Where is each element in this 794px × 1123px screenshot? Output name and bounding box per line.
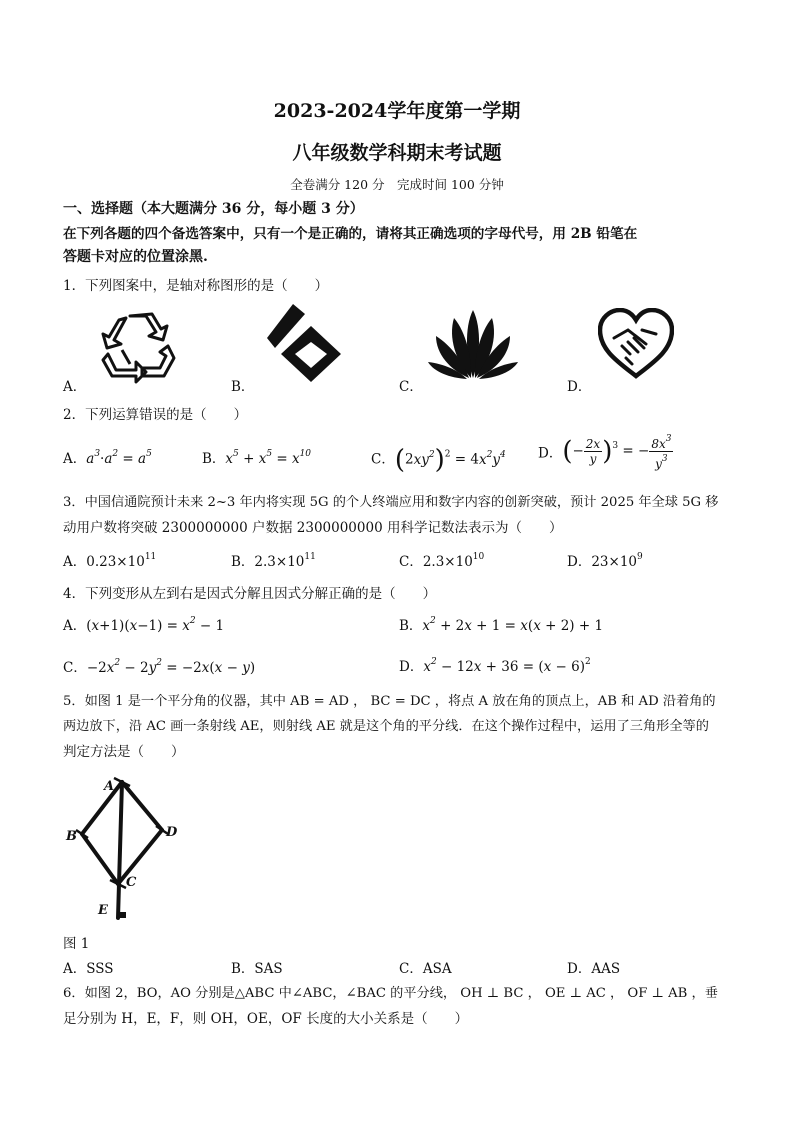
q1-option-b: B． [231, 379, 255, 395]
figure-label-c: C [126, 875, 137, 890]
figure-label-e: E [98, 903, 108, 918]
q4-option-c: C．$-2x^2 - 2y^2 = -2x(x - y)$ [63, 658, 256, 676]
q1-option-d: D． [567, 379, 592, 395]
q5-option-a: A．SSS [63, 961, 114, 977]
figure-label-d: D [166, 825, 178, 840]
q4-option-b: B．$x^2 + 2x + 1 = x(x + 2) + 1$ [399, 616, 604, 634]
q1-stem: 1．下列图案中，是轴对称图形的是（ ） [63, 278, 329, 294]
q2-label-c: C． [371, 451, 395, 468]
q5-option-d: D．AAS [567, 961, 621, 977]
q2-stem: 2．下列运算错误的是（ ） [63, 407, 248, 423]
q2-label-d: D． [538, 445, 563, 462]
section-heading: 一、选择题（本大题满分 36 分，每小题 3 分） [63, 201, 364, 217]
q5-line2: 两边放下，沿 AC 画一条射线 AE，则射线 AE 就是这个角的平分线．在这个操作过程中，运用了三角形全等的 [63, 719, 709, 734]
q5-option-b: B．SAS [231, 961, 283, 977]
figure-label-a: A [104, 779, 115, 794]
fan-petal-logo-icon [428, 308, 518, 384]
q5-line1: 5．如图 1 是一个平分角的仪器，其中 AB = AD ， BC = DC ，将点 A 放在角的顶点上，AB 和 AD 沿着角的 [63, 694, 716, 709]
diamond-logo-icon [265, 302, 343, 388]
recycle-icon [100, 310, 176, 388]
q6-line1: 6．如图 2，BO，AO 分别是△ABC 中∠ABC，∠BAC 的平分线， OH ⊥ BC ， OE ⊥ AC ， OF ⊥ AB ，垂 [63, 986, 718, 1001]
q3-line2: 动用户数将突破 2300000000 户数据 2300000000 用科学记数法表示为（ ） [63, 520, 563, 536]
exam-subtitle: 全卷满分 120 分 完成时间 100 分钟 [290, 177, 504, 192]
q2-option-c: C．$(2xy^2)^2 = 4x^2y^4$ [371, 445, 506, 475]
q2-label-a: A． [63, 451, 87, 467]
q3-option-d: D．$23\times 10^9$ [567, 552, 643, 570]
q1-option-a: A． [63, 379, 87, 395]
handshake-heart-icon [598, 308, 674, 384]
q2-option-d: D．(− $\frac{2x}{y}$ )$^3$ = − $\frac{8x^3}{y^3}$ [538, 434, 672, 471]
q4-option-d: D．$x^2 - 12x + 36 = (x - 6)^2$ [399, 657, 591, 675]
section-instruction-2: 答题卡对应的位置涂黑. [63, 249, 208, 265]
q4-stem: 4．下列变形从左到右是因式分解且因式分解正确的是（ ） [63, 586, 437, 602]
q3-line1: 3．中国信通院预计未来 2~3 年内将实现 5G 的个人终端应用和数字内容的创新突破，预计 2025 年全球 5G 移 [63, 495, 719, 510]
q3-option-c: C．$2.3\times 10^{10}$ [399, 552, 485, 570]
q3-option-b: B．$2.3\times 10^{11}$ [231, 552, 316, 570]
q2-option-a: A．$a^3\cdot a^2 = a^5$ [63, 449, 152, 467]
exam-title-year: 2023-2024学年度第一学期 [273, 100, 521, 122]
exam-title-subject: 八年级数学科期末考试题 [292, 142, 502, 164]
q5-option-c: C．ASA [399, 961, 452, 977]
q1-option-c: C． [399, 379, 423, 395]
figure-label-b: B [66, 829, 77, 844]
section-instruction-1: 在下列各题的四个备选答案中，只有一个是正确的，请将其正确选项的字母代号，用 2B 铅笔在 [63, 226, 638, 242]
q3-option-a: A．$0.23\times 10^{11}$ [63, 552, 157, 570]
q2-option-b: B．$x^5 + x^5 = x^{10}$ [202, 449, 312, 467]
q2-label-b: B． [202, 451, 226, 467]
q4-option-a: A．$(x+1)(x-1) = x^2 - 1$ [63, 616, 225, 634]
angle-bisector-figure [60, 772, 190, 926]
figure-caption: 图 1 [63, 936, 90, 952]
q6-line2: 足分别为 H，E，F，则 OH，OE，OF 长度的大小关系是（ ） [63, 1011, 469, 1027]
q5-line3: 判定方法是（ ） [63, 744, 185, 760]
